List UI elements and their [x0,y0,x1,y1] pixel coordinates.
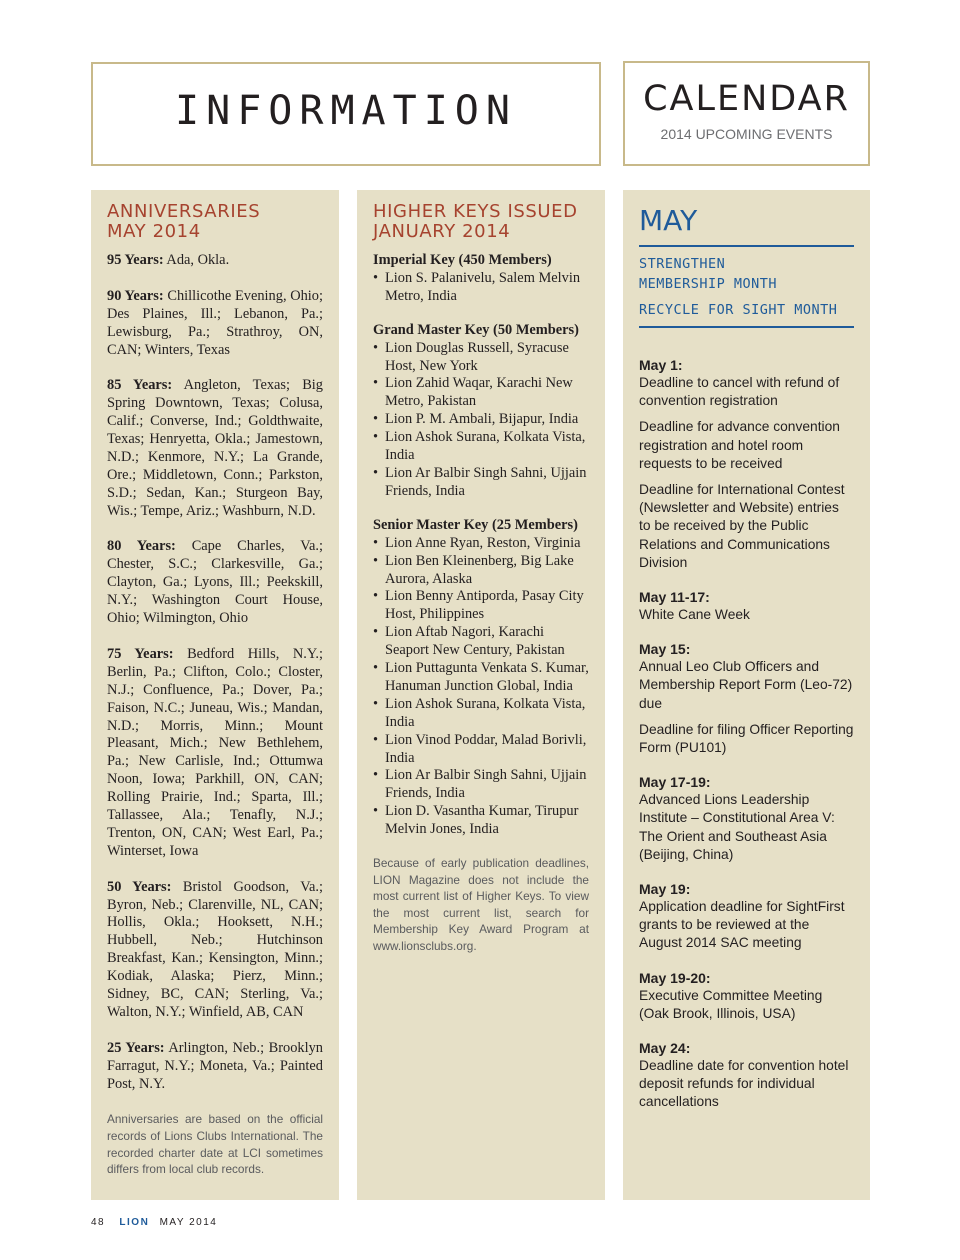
anniversaries-heading [107,202,323,242]
event-description: Advanced Lions Leadership Institute – Constitutional Area V: The Orient and Southeast Asia (Beijing, China) [639,792,835,862]
key-recipient: • Lion Ar Balbir Singh Sahni, Ujjain Friends, India [373,767,589,803]
calendar-column [623,190,870,1200]
key-recipient: • Lion Douglas Russell, Syracuse Host, New York [373,340,589,376]
calendar-event [639,880,854,953]
key-group [373,322,589,501]
anniversaries-heading-line1: ANNIVERSARIES [107,201,261,222]
issue-date: MAY 2014 [159,1217,218,1228]
calendar-events-list [639,356,854,1112]
anniversary-clubs: Chillicothe Evening, Ohio; Des Plaines, Ill.; Lebanon, Pa.; Lewisburg, Pa.; Strathroy, ON, CAN; Winters, Texas [107,287,323,358]
key-group-title: Senior Master Key (25 Members) [373,516,578,533]
key-recipient: • Lion Puttagunta Venkata S. Kumar, Hanuman Junction Global, India [373,660,589,696]
higher-keys-column [357,190,605,1200]
anniversary-entry [107,377,323,520]
calendar-month: MAY [639,204,698,237]
key-recipient: • Lion Anne Ryan, Reston, Virginia [373,535,589,553]
anniversary-years-label: 25 Years: [107,1039,165,1056]
event-description: Deadline for International Contest (Newsletter and Website) entries to be received by the Public Relations and Communications Division [639,482,845,570]
key-group-title: Imperial Key (450 Members) [373,252,552,268]
anniversary-clubs: Angleton, Texas; Big Spring Downtown, Texas; Colusa, Calif.; Converse, Ind.; Goldthwaite, Texas; Henryetta, Okla.; Jamestown, N.D.; Kenmore, N.Y.; La Grande, Ore.; Middletown, Conn.; Parkston, S.D.; Sedan, Kan.; Sturgeon Bay, Wis.; Tempe, Ariz.; Washburn, N.D. [107,377,323,519]
event-date: May 17-19: [639,774,711,791]
anniversary-years-label: 80 Years: [107,538,176,555]
calendar-event [639,1039,854,1112]
anniversary-years-label: 85 Years: [107,377,173,394]
event-description: Annual Leo Club Officers and Membership Report Form (Leo-72) due [639,659,853,711]
anniversary-clubs: Bristol Goodson, Va.; Byron, Neb.; Clarenville, NL, CAN; Hollis, Okla.; Hooksett, N.H.; Hubbell, Neb.; Hutchinson Breakfast, Kan.; Kensington, Minn.; Kodiak, Alaska; Pierz, Minn.; Sidney, BC, CAN; Sterling, Va.; Walton, N.Y.; Winfield, AB, CAN [107,878,323,1020]
event-date: May 11-17: [639,589,710,606]
event-date: May 24: [639,1040,691,1057]
event-description: Deadline date for convention hotel deposit refunds for individual cancellations [639,1058,849,1110]
theme-divider [639,326,854,328]
key-recipient-list [373,270,589,306]
key-recipient: • Lion Ashok Surana, Kolkata Vista, India [373,429,589,465]
key-recipient-list [373,535,589,839]
calendar-event [639,356,854,572]
event-description: Executive Committee Meeting (Oak Brook, Illinois, USA) [639,987,823,1021]
anniversary-years-label: 50 Years: [107,878,172,895]
key-recipient: • Lion Ar Balbir Singh Sahni, Ujjain Friends, India [373,465,589,501]
anniversary-years-label: 95 Years: [107,252,164,268]
information-title: INFORMATION [175,88,517,134]
higher-keys-heading-line2: JANUARY 2014 [373,221,511,242]
page-number: 48 [91,1217,106,1228]
higher-keys-heading [373,202,589,242]
anniversary-years-label: 75 Years: [107,645,174,662]
event-description: White Cane Week [639,607,750,623]
key-recipient: • Lion Ashok Surana, Kolkata Vista, India [373,696,589,732]
calendar-header-box [623,61,870,166]
anniversary-entry [107,646,323,861]
key-recipient-list [373,340,589,501]
higher-keys-heading-line1: HIGHER KEYS ISSUED [373,201,578,222]
calendar-title: CALENDAR [643,79,850,119]
key-recipient: • Lion Benny Antiporda, Pasay City Host, Philippines [373,588,589,624]
event-description: Deadline for advance convention registration and hotel room requests to be received [639,419,840,471]
key-recipient: • Lion P. M. Ambali, Bijapur, India [373,411,589,429]
anniversary-entry [107,1040,323,1094]
key-group-title: Grand Master Key (50 Members) [373,321,579,338]
key-recipient: • Lion Aftab Nagori, Karachi Seaport New Century, Pakistan [373,624,589,660]
key-recipient: • Lion Vinod Poddar, Malad Borivli, India [373,732,589,768]
anniversary-entry [107,252,323,270]
anniversary-entry [107,538,323,628]
key-recipient: • Lion Ben Kleinenberg, Big Lake Aurora, Alaska [373,553,589,589]
recycle-sight-theme: RECYCLE FOR SIGHT MONTH [639,302,838,318]
calendar-event [639,588,854,624]
event-date: May 15: [639,641,691,658]
calendar-event [639,773,854,864]
anniversaries-list [107,252,323,1094]
magazine-brand: LION [119,1217,150,1228]
anniversary-clubs: Bedford Hills, N.Y.; Berlin, Pa.; Clifton, Colo.; Closter, N.J.; Confluence, Pa.; Dover, Pa.; Faison, N.C.; Juneau, Wis.; Mandan, N.D.; Morris, Minn.; Mount Pleasant, Mich.; New Bethlehem, Pa.; New Carlisle, Ind.; Ottumwa Noon, Iowa; Parkhill, ON, CAN; Rolling Prairie, Ind.; Sparta, Ill.; Tallassee, Ala.; Tenafly, N.J.; Trenton, ON, CAN; West Earl, Pa.; Winterset, Iowa [107,645,323,859]
event-date: May 19: [639,881,691,898]
anniversary-entry [107,879,323,1022]
key-recipient: • Lion Zahid Waqar, Karachi New Metro, Pakistan [373,375,589,411]
calendar-subtitle: 2014 UPCOMING EVENTS [660,126,833,142]
anniversary-entry [107,288,323,360]
event-description: Deadline for filing Officer Reporting Form (PU101) [639,721,854,756]
higher-keys-note: Because of early publication deadlines, LION Magazine does not include the most current list of Higher Keys. To view the most current list, search for Membership Key Award Program at www.lionsclubs.org. [373,856,589,954]
event-description: Deadline to cancel with refund of convention registration [639,375,840,409]
anniversary-clubs: Arlington, Neb.; Brooklyn Farragut, N.Y.; Moneta, Va.; Painted Post, N.Y. [107,1039,323,1092]
calendar-event [639,969,854,1023]
anniversary-clubs: Cape Charles, Va.; Chester, S.C.; Clarkesville, Ga.; Clayton, Ga.; Lyons, Ill.; Peekskill, N.Y.; Washington Court House, Ohio; Wilmington, Ohio [107,538,323,627]
membership-month-theme [639,254,854,294]
anniversary-clubs: Ada, Okla. [163,252,230,268]
anniversary-years-label: 90 Years: [107,287,164,304]
information-header-box [91,62,601,166]
theme1-line1: STRENGTHEN [639,256,726,272]
page-footer [91,1217,217,1228]
anniversaries-note: Anniversaries are based on the official records of Lions Clubs International. The recorded charter date at LCI sometimes differs from local club records. [107,1112,323,1177]
event-date: May 1: [639,357,683,373]
theme1-line2: MEMBERSHIP MONTH [639,276,778,292]
month-divider [639,245,854,247]
key-group [373,252,589,306]
key-recipient: • Lion S. Palanivelu, Salem Melvin Metro, India [373,270,589,306]
key-recipient: • Lion D. Vasantha Kumar, Tirupur Melvin Jones, India [373,803,589,839]
calendar-event [639,640,854,757]
anniversaries-heading-line2: MAY 2014 [107,221,201,242]
higher-keys-list [373,252,589,839]
event-date: May 19-20: [639,969,711,986]
key-group [373,517,589,839]
anniversaries-column [91,190,339,1200]
event-description: Application deadline for SightFirst grants to be reviewed at the August 2014 SAC meeting [639,899,845,951]
